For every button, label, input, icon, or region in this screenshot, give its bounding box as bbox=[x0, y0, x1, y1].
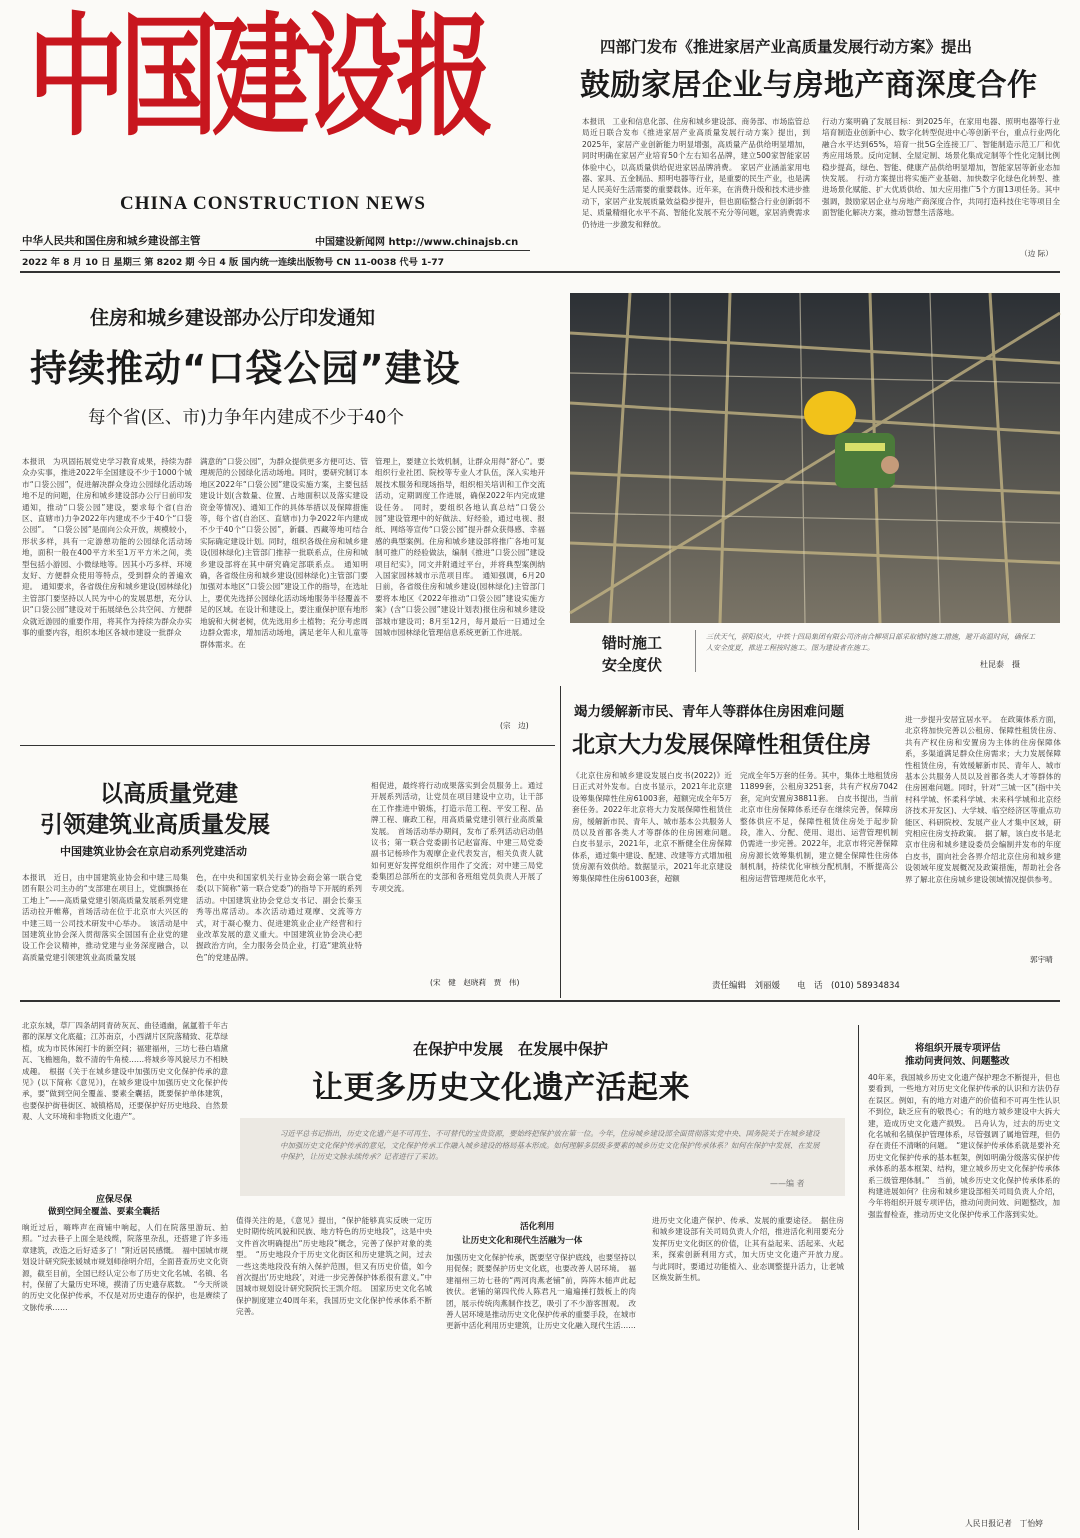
masthead-logo: 中国建设报 bbox=[28, 0, 489, 156]
heritage-left-sub2: 做到空间全覆盖、要素全囊括 bbox=[48, 1207, 160, 1217]
top-story-continued: （边 际） bbox=[1020, 249, 1053, 258]
heritage-mid-col2: 加强历史文化保护传承，既要坚守保护底线，也要坚持以用促保；既要保护历史文化底，也要改善人居环境。 福建福州三坊七巷的“两河肉燕老铺”前，阵阵木槌声此起彼伏。老铺的第四代传人陈君凡一遍遍捶打鼓板上的肉团，展示传统肉燕制作技艺，吸引了不少游客围观。 改善人居环境是推动历史文化保护传承的重要手段，在城市更新中活化利用历史建筑，让历史文化融入现代生活…… bbox=[446, 1253, 636, 1331]
photo-title-2: 安全度伏 bbox=[602, 656, 663, 674]
park-col2: 满意的“口袋公园”，为群众提供更多方便可达、管理规范的公园绿化活动场地。同时，要研究制订本地区2022年“口袋公园”建设实施方案，主要包括建设计划(含数量、位置、占地面积以及落实建设资金等情况)、通知工作的具体举措以及保障措施等，每个省(自治区、直辖市)力争2022年内建成不少于40个“口袋公园”，新疆、西藏等地可结合实际确定建设计划。同时，组织各级住房和城乡建设(园林绿化)主管部门推荐一批联系点，住房和城乡建设部将在其中研究确定部联系点。 通知明确，各省级住房和城乡建设(园林绿化)主管部门要加强对本地区“口袋公园”建设工作的指导，在选址上，要优先选择公园绿化活动场地服务半径覆盖不足的区域。在设计和建设上，要注重保护原有地形地貌和大树老树，优先选用乡土植物；充分考虑周边群众需求，增加活动场地，满足老年人和儿童等群体需求。在 bbox=[200, 457, 368, 649]
park-subhead: 每个省(区、市)力争年内建成不少于40个 bbox=[88, 408, 404, 428]
heritage-right-col: 40年来，我国城乡历史文化遗产保护理念不断提升，但也要看到，一些地方对历史文化保护传承的认识和方法仍存在误区。例如，有的地方对遗产的价值和不可再生性认识不到位，缺乏应有的敬畏心；有的地方城乡建设中大拆大建，造成历史文化遗产损毁。 吕舟认为，过去的历史文化名城和名镇保护管理体系，尽管强调了属地管理，但仍存在责任不清晰的问题。 “建议保护传承体系就是要补充历史文化保护传承的基本框架，例如明确分级落实保护传承体系的基本框架、结构，建立城乡历史文化保护传承体系三级管理体制。” 当前，城乡历史文化保护传承体系的构建进展如何？住房和城乡建设部相关司局负责人介绍，今年将组织开展专项评估，推动问责问效、问题整改，加强监督检查，推动历史文化保护传承工作落到实处。 bbox=[868, 1073, 1060, 1219]
party-byline: (宋 健 赵晓莉 贾 伟) bbox=[430, 978, 520, 987]
top-story-kicker: 四部门发布《推进家居产业高质量发展行动方案》提出 bbox=[600, 38, 973, 56]
heritage-headline: 让更多历史文化遗产活起来 bbox=[312, 1070, 690, 1106]
rental-col2: 完成全年5万套的任务。其中，集体土地租赁房11899套，公租房3251套，共有产权房7042套，定向安置房38811套。 白皮书提出，当前北京市住房保障体系还存在继续完善，保障房整体供应不足，保障性租赁住房处于起步阶段，准入、分配、使用、退出、运营管理机制仍需进一步完善。2022年，北京市将完善保障房房源长效筹集机制，建立健全保障性住房体制机制，持续优化审核分配机制，不断提高公租房运营管理规范化水平， bbox=[740, 771, 898, 883]
scaffolding-illustration bbox=[570, 293, 1060, 623]
heritage-mid-col1: 值得关注的是，《意见》提出，“保护能够真实反映一定历史时期传统风貌和民族、地方特色的历史地段”，这是中央文件首次明确提出“历史地段”概念，完善了保护对象的类型。 “历史地段介于历史文化街区和历史建筑之间，过去一些这类地段没有纳入保护范围，但又有历史价值，如今首次提出‘历史地段’，对进一步完善保护体系很有意义。”中国城市规划设计研究院院长王凯介绍。 国家历史文化名城保护制度建立40周年来，我国历史文化保护传承体系不断完善。 bbox=[236, 1216, 432, 1317]
park-col1: 本报讯 为巩固拓展党史学习教育成果，持续为群众办实事，推进2022年全国建设不少于1000个城市“口袋公园”，促进解决群众身边公园绿化活动场地不足的问题，住房和城乡建设部办公厅日前印发通知，推动“口袋公园”建设，要求每个省(自治区、直辖市)力争2022年内建成不少于40个“口袋公园”。 “口袋公园”是面向公众开放，规模较小，形状多样，具有一定游憩功能的公园绿化活动场地，面积一般在400平方米至1万平方米之间，类型包括小游园、小微绿地等。因其小巧多样、环境友好、方便群众使用等特点，受到群众的普遍欢迎。 通知要求，各省级住房和城乡建设(园林绿化)主管部门要坚持以人民为中心的发展思想，充分认识“口袋公园”建设对于拓展绿色公共空间、方便群众就近游园的重要作用，将其作为持续为群众办实事的重要内容，组织本地区各城市建设一批群众 bbox=[22, 457, 192, 638]
top-story-col1: 本报讯 工业和信息化部、住房和城乡建设部、商务部、市场监管总局近日联合发布《推进家居产业高质量发展行动方案》提出，到2025年，家居产业创新能力明显增强，高质量产品供给明显增加，同时明确在家居产业培育50个左右知名品牌，建立500家智能家居体验中心，以高质量供给促进家居品牌消费。 家居产业涵盖家用电器、家具、五金制品、照明电器等行业，是重要的民生产业，也是满足人民美好生活需要的重要载体。近年来，在消费升级和技术进步推动下，家居产业发展质量效益稳步提升，但也面临整合行业创新弱不足、质量精细化水平不高、智能化发展不充分等问题，家居消费需求仍待进一步激发和释放。 bbox=[582, 117, 810, 229]
park-col3: 管理上，要建立长效机制，让群众用得“舒心”。要组织行业社团、院校等专业人才队伍，深入实地开展技术服务和现场指导，组织相关培训和工作交流活动，定期调度工作进展，确保2022年内完成建设任务。 同时，要组织各地认真总结“口袋公园”建设管理中的好做法、好经验，通过电视、报纸、网络等宣传“口袋公园”提升群众获得感、幸福感的典型案例。住房和城乡建设部将推广各地可复制可推广的经验做法，编制《推进“口袋公园”建设项目纪实》，同文并附通过平台，并将典型案例纳入国家园林城市示范项目库。 通知强调，6月20日前，各省级住房和城乡建设(园林绿化)主管部门要将本地区《2022年推动“口袋公园”建设实施方案》(含“口袋公园”建设计划表)报住房和城乡建设部城市建设司；8月至12月，每月最后一日通过全国城市园林绿化管理信息系统更新工作进展。 bbox=[375, 457, 545, 638]
party-headline-1: 以高质量党建 bbox=[100, 781, 238, 807]
masthead-website: 中国建设新闻网 http://www.chinajsb.cn bbox=[315, 237, 519, 248]
party-col3: 相促进，最终将行动成果落实到会员服务上。通过开展系列活动，让党员在项目建设中立功，让干部在工作推进中锻炼，打造示范工程、平安工程、品牌工程、廉政工程，用高质量党建引领行业高质量发展。 首场活动举办期间，发布了系列活动启动倡议书；第一联合党委副书记赵富海、中建三局党委副书记杨珍作为观摩企业代表发言，相关负责人就如何更好发挥党组织作用作了交流；对中建三局党委集团总部所在的支部和各班组党员负责人开展了专项交流。 bbox=[371, 781, 543, 893]
heritage-kicker: 在保护中发展 在发展中保护 bbox=[413, 1040, 609, 1058]
park-byline: (宗 边) bbox=[500, 721, 529, 730]
heritage-mid-col3: 进历史文化遗产保护、传承、发展的重要途径。 据住房和城乡建设部有关司局负责人介绍，推进活化利用要充分发挥历史文化街区的价值，让其有益起来、活起来、火起来，探索创新利用方式，加大历史文化遗产开放力度。 与此同时，要通过功能植入、业态调整提升活力，让老城区焕发新生机。 bbox=[652, 1216, 852, 1283]
construction-photo bbox=[570, 293, 1060, 623]
heritage-left-col2: 晌近过后，嗨哗声在商铺中响起，人们在院落里游玩、拍照。“过去巷子上面全是线缆，院落里杂乱，还搭建了许多违章建筑，改造之后好适多了！”附近居民感慨。 福中国城市规划设计研究院张媛城市规划师徐明介绍，全面普查历史文化资源，截至目前，全国已经认定公布了历史文化名城、名镇、名村，保留了大量历史环境，摸清了历史遗存底数。 “今天所谈的历史文化保护传承，不仅是对历史遗存的保护，也是赓续了文脉传承…… bbox=[22, 1223, 228, 1312]
park-kicker: 住房和城乡建设部办公厅印发通知 bbox=[90, 307, 376, 329]
heritage-left-sub1: 应保尽保 bbox=[96, 1195, 133, 1205]
photo-caption: 三伏天气，骄阳似火，中铁十四局集团有限公司济南合柳项目部采取错时施工措施，避开高温时间，确保工人安全度夏，推进工程按时施工。图为建设者在施工。 bbox=[706, 633, 1035, 652]
party-headline-2: 引领建筑业高质量发展 bbox=[40, 812, 270, 838]
rental-byline: 郭宇晴 bbox=[1030, 955, 1053, 964]
heritage-mid-sub2: 让历史文化和现代生活融为一体 bbox=[462, 1236, 583, 1246]
photo-title-1: 错时施工 bbox=[602, 634, 663, 652]
masthead-sponsor: 中华人民共和国住房和城乡建设部主管 bbox=[22, 235, 201, 247]
top-story-col2: 行动方案明确了发展目标：到2025年，在家用电器、照明电器等行业培育制造业创新中心、数字化转型促进中心等创新平台，重点行业两化融合水平达到65%，培育一批5G全连接工厂、智能制造示范工厂和优秀应用场景。反向定制、全屋定制、场景化集成定制等个性化定制比例稳步提高，绿色、智能、健康产品供给明显增加，智能家居等新业态加快发展。 行动方案提出将实施产业基础、加快数字化绿色化转型、推进场景化赋能、扩大优质供给、加大应用推广5个方面13项任务。其中强调，鼓励家居企业与房地产商深度合作，共同打造科技住宅等项目全面智能化解决方案，推动智慧生活落地。 bbox=[822, 117, 1060, 218]
heritage-right-sub: 推动问责问效、问题整改 bbox=[905, 1056, 1010, 1067]
issue-line: 2022 年 8 月 10 日 星期三 第 8202 期 今日 4 版 国内统一连续出版物号 CN 11-0038 代号 1-77 bbox=[22, 257, 444, 268]
top-story-headline: 鼓励家居企业与房地产商深度合作 bbox=[580, 68, 1038, 103]
party-subhead: 中国建筑业协会在京启动系列党建活动 bbox=[60, 845, 247, 858]
editor-line: 责任编辑 刘丽媛 电 话 (010) 58934834 bbox=[712, 981, 900, 991]
photo-credit: 杜昆泰 摄 bbox=[980, 660, 1020, 669]
park-headline: 持续推动“口袋公园”建设 bbox=[30, 347, 461, 390]
heritage-right-kicker: 将组织开展专项评估 bbox=[915, 1043, 1001, 1054]
party-col1: 本报讯 近日，由中国建筑业协会和中建三局集团有限公司主办的“支部建在项目上，党旗飘扬在工地上”——高质量党建引领高质量发展系列党建活动拉开帷幕，首场活动在位于北京市大兴区的中建三局一公司技术研发中心举办。 该活动是中国建筑业协会深入贯彻落实全国国有企业党的建设工作会议精神，推动党建与业务深度融合，以高质量党建引领建筑业高质量发展 bbox=[22, 873, 188, 962]
heritage-intro-box bbox=[240, 1118, 845, 1196]
party-col2: 色，在中央和国家机关行业协会商会第一联合党委(以下简称“第一联合党委”)的指导下开展的系列活动。中国建筑业协会党总支书记、副会长秦玉秀等出席活动。本次活动通过观摩、交流等方式，对于凝心聚力、促进建筑业企业产经营和行业改革发展的意义重大。中国建筑业协会决心把握政治方向，全力服务会员企业，打造“建筑业特色”的党建品牌。 bbox=[196, 873, 362, 962]
heritage-intro: 习近平总书记指出，历史文化遗产是不可再生、不可替代的宝贵资源，要始终把保护放在第一位。今年，住房城乡建设部全面贯彻落实党中央、国务院关于在城乡建设中加强历史文化保护传承的意见，文化保护传承工作融入城乡建设的格局基本形成。如何理解多层级多要素的城乡历史文化保护传承体系？如何在保护中发展、在发展中保护，让历史文脉永续传承？记者进行了采访。 bbox=[280, 1129, 820, 1162]
rental-col1: 《北京住房和城乡建设发展白皮书(2022)》近日正式对外发布。白皮书显示，2021年北京建设筹集保障性住房61003套，超额完成全年5万套任务。2022年北京将大力发展保障性租赁住房，缓解新市民、青年人、城市基本公共服务人员以及首都各类人才等群体的住房困难问题。 白皮书显示，2021年，北京不断健全住房保障体系，通过集中建设、配建、改建等方式增加租赁房源有效供给。数据显示，2021年北京建设筹集保障性住房61003套，超额 bbox=[572, 771, 740, 883]
hardhat bbox=[804, 391, 856, 435]
heritage-mid-sub1: 活化利用 bbox=[520, 1222, 555, 1232]
rental-kicker: 竭力缓解新市民、青年人等群体住房困难问题 bbox=[574, 704, 844, 720]
heritage-right-byline: 人民日报记者 丁怡婷 bbox=[965, 1519, 1043, 1528]
heritage-left-col: 北京东城，草厂四条胡同青砖灰瓦、曲径通幽，氤氲着千年古都的深厚文化底蕴；江苏南京，小西湖片区院落精致、花草绿植，成为市民休闲打卡的新空间；福建福州，三坊七巷白墙黛瓦、飞檐翘角，数不清的牛角棱……将城乡等风貌尽力不相映成趣。 根据《关于在城乡建设中加强历史文化保护传承的意见》(以下简称《意见》)，在城乡建设中加强历史文化保护传承，要“做到空间全覆盖、要素全囊括，既要保护单体建筑，也要保护街巷街区、城镇格局，还要保护好历史地段、自然景观、人文环境和非物质文化遗产”。 bbox=[22, 1021, 228, 1122]
rental-col3: 进一步提升安居宜居水平。 在政策体系方面，北京将加快完善以公租房、保障性租赁住房、共有产权住房和安置房为主体的住房保障体系，多渠道满足群众住房需求；大力发展保障性租赁住房，有效缓解新市民、青年人、城市基本公共服务人员以及首都各类人才等群体的住房困难问题。同时，针对“三城一区”(指中关村科学城、怀柔科学城、未来科学城和北京经济技术开发区)、大学城、临空经济区等重点功能区、科研院校、发展产业人才集中区域，研究相应住房支持政策。 据了解，该白皮书是北京市住房和城乡建设委员会编制并发布的年度白皮书，面向社会各界介绍北京住房和城乡建设领域年度发展概况及政策措施，帮助社会各界了解北京住房城乡建设领域情况提供参考。 bbox=[905, 715, 1061, 884]
heritage-intro-author: ——编 者 bbox=[770, 1179, 805, 1188]
masthead-title-en: CHINA CONSTRUCTION NEWS bbox=[120, 193, 426, 214]
rental-headline: 北京大力发展保障性租赁住房 bbox=[572, 732, 871, 758]
